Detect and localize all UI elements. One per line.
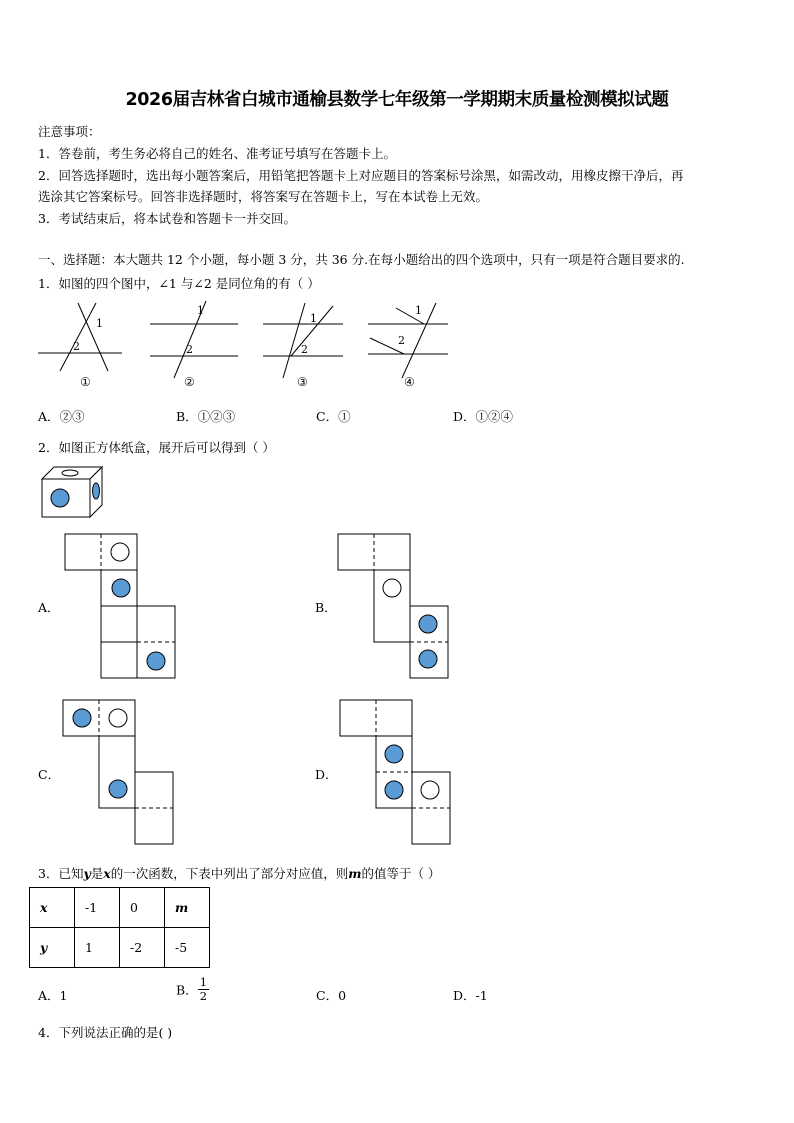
q2-net-a [64,533,178,681]
table-cell: -5 [165,928,210,968]
q1-fig2-angle-1: 1 [197,304,204,317]
q1-fig3-label: ③ [297,375,308,389]
q1-figure-1 [30,298,130,393]
q1-fig2-label: ② [184,375,195,389]
q1-fig4-label: ④ [404,375,415,389]
table-row [30,888,210,928]
q1-fig4-angle-2: 2 [398,334,405,347]
q1-fig3-angle-2: 2 [301,343,308,356]
q1-option-c[interactable]: C．① [316,409,351,424]
table-cell: x [30,888,75,928]
fraction: $\frac{1}{2}$ [199,975,208,1003]
notice-heading: 注意事项： [38,124,101,139]
q1-fig1-angle-1: 1 [96,317,103,330]
table-cell: m [165,888,210,928]
q1-option-d[interactable]: D．①②④ [453,409,514,424]
notice-item-2-line-2: 选涂其它答案标号。回答非选择题时，将答案写在答题卡上，写在本试卷上无效。 [38,189,489,204]
q2-net-c [62,699,176,847]
q2-option-d[interactable]: D． [315,767,338,782]
q1-figure-2 [140,298,245,393]
section-heading: 一、选择题：本大题共 12 个小题，每小题 3 分，共 36 分.在每小题给出的四个选项中，只有一项是符合题目要求的. [38,252,685,267]
q4-stem: 4．下列说法正确的是( ) [38,1025,173,1040]
q3-option-d[interactable]: D．-1 [453,988,488,1003]
q1-figure-3 [255,298,355,393]
notice-item-1: 1．答卷前，考生务必将自己的姓名、准考证号填写在答题卡上。 [38,146,396,161]
table-cell: -2 [120,928,165,968]
q1-fig1-angle-2: 2 [73,340,80,353]
q1-fig3-angle-1: 1 [310,312,317,325]
q2-option-c[interactable]: C． [38,767,61,782]
notice-item-2-line-1: 2．回答选择题时，选出每小题答案后，用铅笔把答题卡上对应题目的答案标号涂黑，如需改动，用橡皮擦干净后，再 [38,168,684,183]
notice-item-3: 3．考试结束后，将本试卷和答题卡一并交回。 [38,211,296,226]
q1-fig1-label: ① [80,375,91,389]
q3-value-table [29,887,210,968]
q1-fig2-angle-2: 2 [186,343,193,356]
q1-option-a[interactable]: A．②③ [38,409,85,424]
q2-option-b[interactable]: B． [315,600,337,615]
q1-fig4-angle-1: 1 [415,304,422,317]
q2-cube-figure [40,465,105,520]
q3-var-x: x [103,866,111,881]
page-title: 2026届吉林省白城市通榆县数学七年级第一学期期末质量检测模拟试题 [125,90,669,110]
q3-var-y: y [83,866,91,881]
q2-net-d [339,699,453,847]
q2-net-b [337,533,451,681]
table-cell: y [30,928,75,968]
q1-figure-4 [360,298,460,393]
table-cell: -1 [75,888,120,928]
q3-option-c[interactable]: C．0 [316,988,347,1003]
q1-option-b[interactable]: B．①②③ [176,409,236,424]
q2-stem: 2．如图正方体纸盒，展开后可以得到（ ） [38,440,275,455]
q3-option-a[interactable]: A．1 [38,988,68,1003]
q3-stem: 3．已知y是x的一次函数，下表中列出了部分对应值，则m的值等于（ ） [38,866,441,881]
q3-option-b[interactable]: B． $\frac{1}{2}$ [176,975,208,1003]
table-cell: 0 [120,888,165,928]
q3-var-m: m [348,866,362,881]
q1-stem: 1．如图的四个图中，∠1 与∠2 是同位角的有（ ） [38,276,320,291]
table-cell: 1 [75,928,120,968]
table-row [30,928,210,968]
q2-option-a[interactable]: A． [38,600,60,615]
